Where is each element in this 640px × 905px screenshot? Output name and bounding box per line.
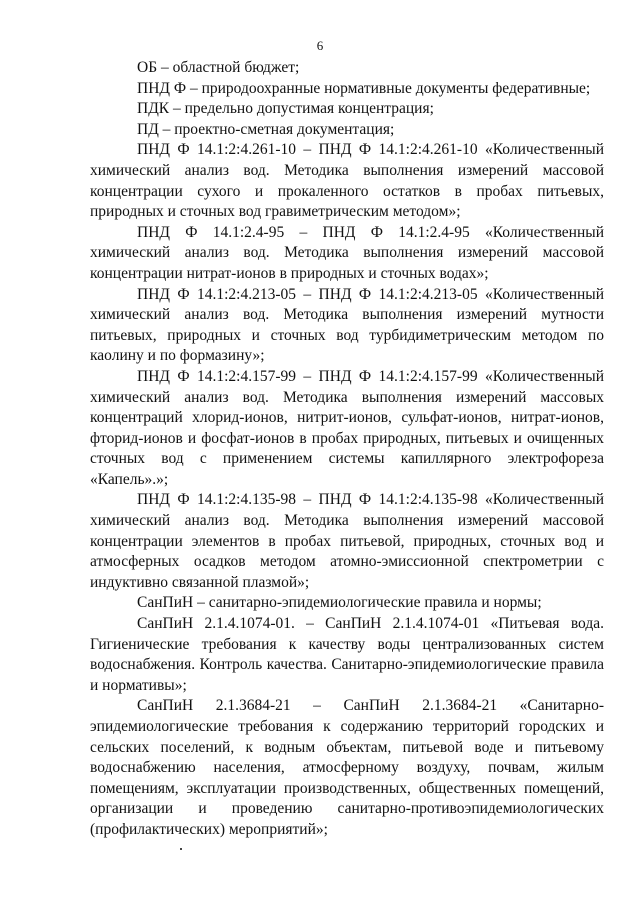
definition-pnd-213-05: ПНД Ф 14.1:2:4.213-05 – ПНД Ф 14.1:2:4.213-05 «Количественный химический анализ вод. Методика выполнения измерений мутности питьевых, природных и сточных вод турбидиметрическим методом по каолину и по формазину»; [90,285,604,365]
document-body [90,58,604,841]
definition-pnd-2-4-95: ПНД Ф 14.1:2.4-95 – ПНД Ф 14.1:2.4-95 «Количественный химический анализ вод. Методика выполнения измерений массовой концентрации нитрат-ионов в природных и сточных водах»; [90,223,604,282]
definition-sanpin-3684-21: СанПиН 2.1.3684-21 – СанПиН 2.1.3684-21 «Санитарно-эпидемиологические требования к содержанию территорий городских и сельских поселений, к водным объектам, питьевой воде и питьевому водоснабжению населения, атмосферному воздуху, почвам, жилым помещениям, эксплуатации производственных, общественных помещений, организации и проведению санитарно-противоэпидемиологических (профилактических) мероприятий»; [90,697,604,838]
abbreviation-ob: ОБ – областной бюджет; [137,59,300,76]
abbreviation-pnd-f: ПНД Ф – природоохранные нормативные документы федеративные; [137,79,591,97]
abbreviation-pd: ПД – проектно-сметная документация; [137,120,395,138]
definition-sanpin-1074-01: СанПиН 2.1.4.1074-01. – СанПиН 2.1.4.1074-01 «Питьевая вода. Гигиенические требования к качеству воды централизованных систем водоснабжения. Контроль качества. Санитарно-эпидемиологические правила и нормативы»; [90,615,604,694]
page-number: 6 [316,38,324,53]
abbreviation-sanpin: СанПиН – санитарно-эпидемиологические правила и нормы; [137,594,542,612]
definition-pnd-261-10: ПНД Ф 14.1:2:4.261-10 – ПНД Ф 14.1:2:4.261-10 «Количественный химический анализ вод. Методика выполнения измерений массовой концентрации сухого и прокаленного остатков в пробах питьевых, природных и сточных вод гравиметрическим методом»; [90,141,604,221]
definition-pnd-157-99: ПНД Ф 14.1:2:4.157-99 – ПНД Ф 14.1:2:4.157-99 «Количественный химический анализ вод. Методика выполнения измерений массовых концентраций хлорид-ионов, нитрит-ионов, сульфат-ионов, нитрат-ионов, фторид-ионов и фосфат-ионов в пробах природных, питьевых и очищенных сточных вод с применением системы капиллярного электрофореза «Капель».»; [90,367,604,488]
definition-pnd-135-98: ПНД Ф 14.1:2:4.135-98 – ПНД Ф 14.1:2:4.135-98 «Количественный химический анализ вод. Методика выполнения измерений массовой концентрации элементов в пробах питьевой, природных, сточных вод и атмосферных осадков методом атомно-эмиссионной спектрометрии с индуктивно связанной плазмой»; [90,491,604,591]
abbreviation-pdk: ПДК – предельно допустимая концентрация; [137,100,434,118]
scan-speck [180,848,182,850]
